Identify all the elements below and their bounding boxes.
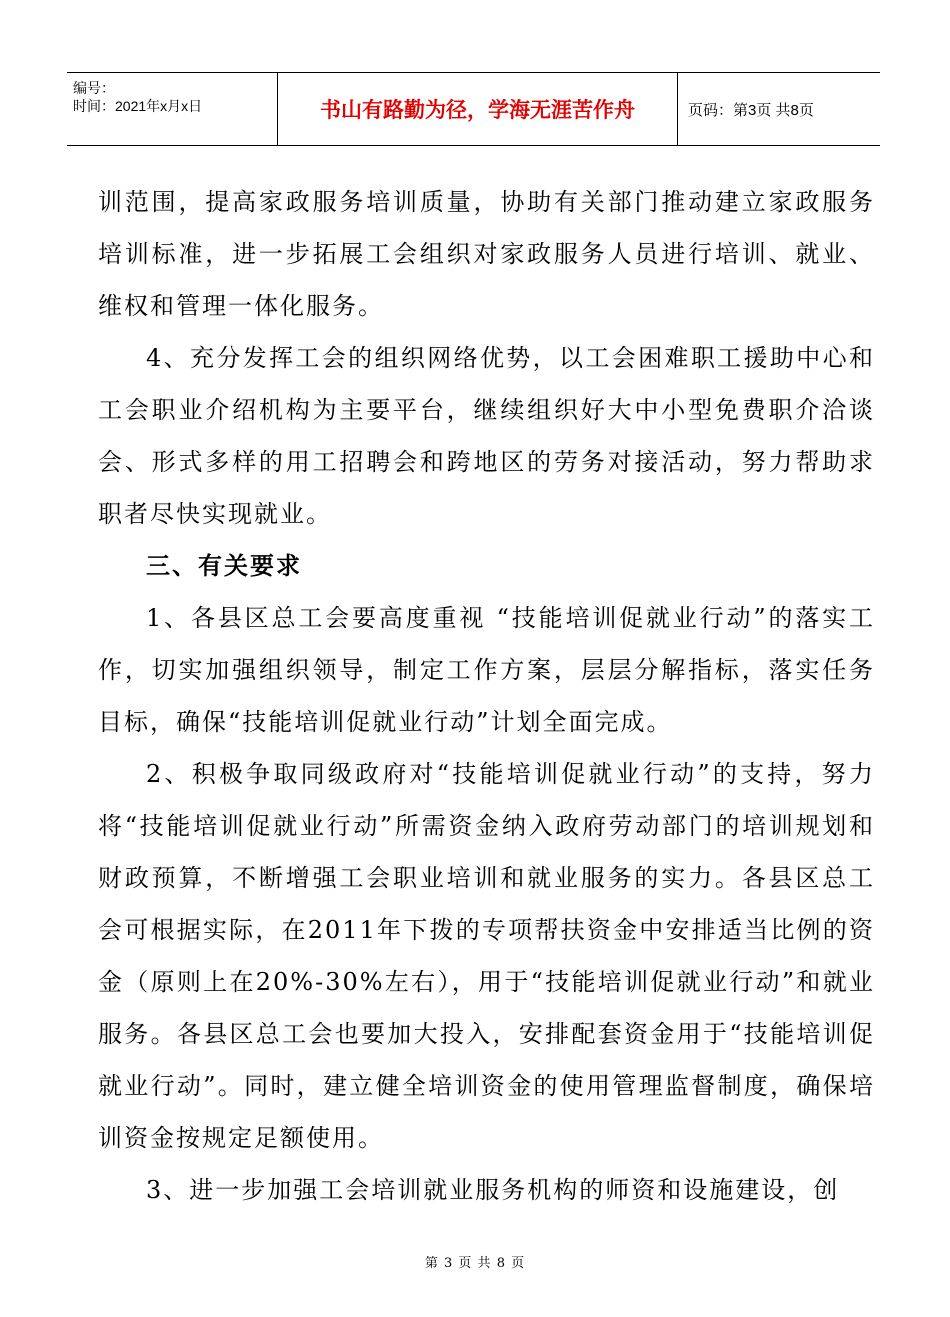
paragraph-continued: 训范围，提高家政服务培训质量，协助有关部门推动建立家政服务培训标准，进一步拓展工会组织对家政服务人员进行培训、就业、维权和管理一体化服务。: [98, 188, 875, 320]
paragraph-item-4: 4、充分发挥工会的组织网络优势，以工会困难职工援助中心和工会职业介绍机构为主要平台，继续组织好大中小型免费职介洽谈会、形式多样的用工招聘会和跨地区的劳务对接活动，努力帮助求职者尽快实现就业。: [98, 344, 875, 528]
document-time: 时间：2021年x月x日: [73, 98, 203, 114]
paragraph-requirement-1: 1、各县区总工会要高度重视 “技能培训促就业行动”的落实工作，切实加强组织领导，制定工作方案，层层分解指标，落实任务目标，确保“技能培训促就业行动”计划全面完成。: [98, 604, 875, 736]
paragraph-requirement-3: 3、进一步加强工会培训就业服务机构的师资和设施建设，创: [146, 1176, 840, 1204]
page-footer: 第 3 页 共 8 页: [424, 1256, 526, 1271]
document-number: 编号：: [73, 80, 115, 96]
header-motto: 书山有路勤为径，学海无涯苦作舟: [320, 98, 635, 122]
header-page-info: 页码：第3页 共8页: [677, 73, 880, 145]
document-body: [98, 176, 875, 1216]
section-heading-requirements: 三、有关要求: [146, 552, 302, 580]
paragraph-requirement-2: 2、积极争取同级政府对“技能培训促就业行动”的支持，努力将“技能培训促就业行动”所需资金纳入政府劳动部门的培训规划和财政预算，不断增强工会职业培训和就业服务的实力。各县区总工会可根据实际，在2011年下拨的专项帮扶资金中安排适当比例的资金（原则上在20%-30%左右），用于“技能培训促就业行动”和就业服务。各县区总工会也要加大投入，安排配套资金用于“技能培训促就业行动”。同时，建立健全培训资金的使用管理监督制度，确保培训资金按规定足额使用。: [98, 760, 875, 1152]
header-meta: [67, 73, 278, 145]
page-header: [67, 72, 880, 146]
